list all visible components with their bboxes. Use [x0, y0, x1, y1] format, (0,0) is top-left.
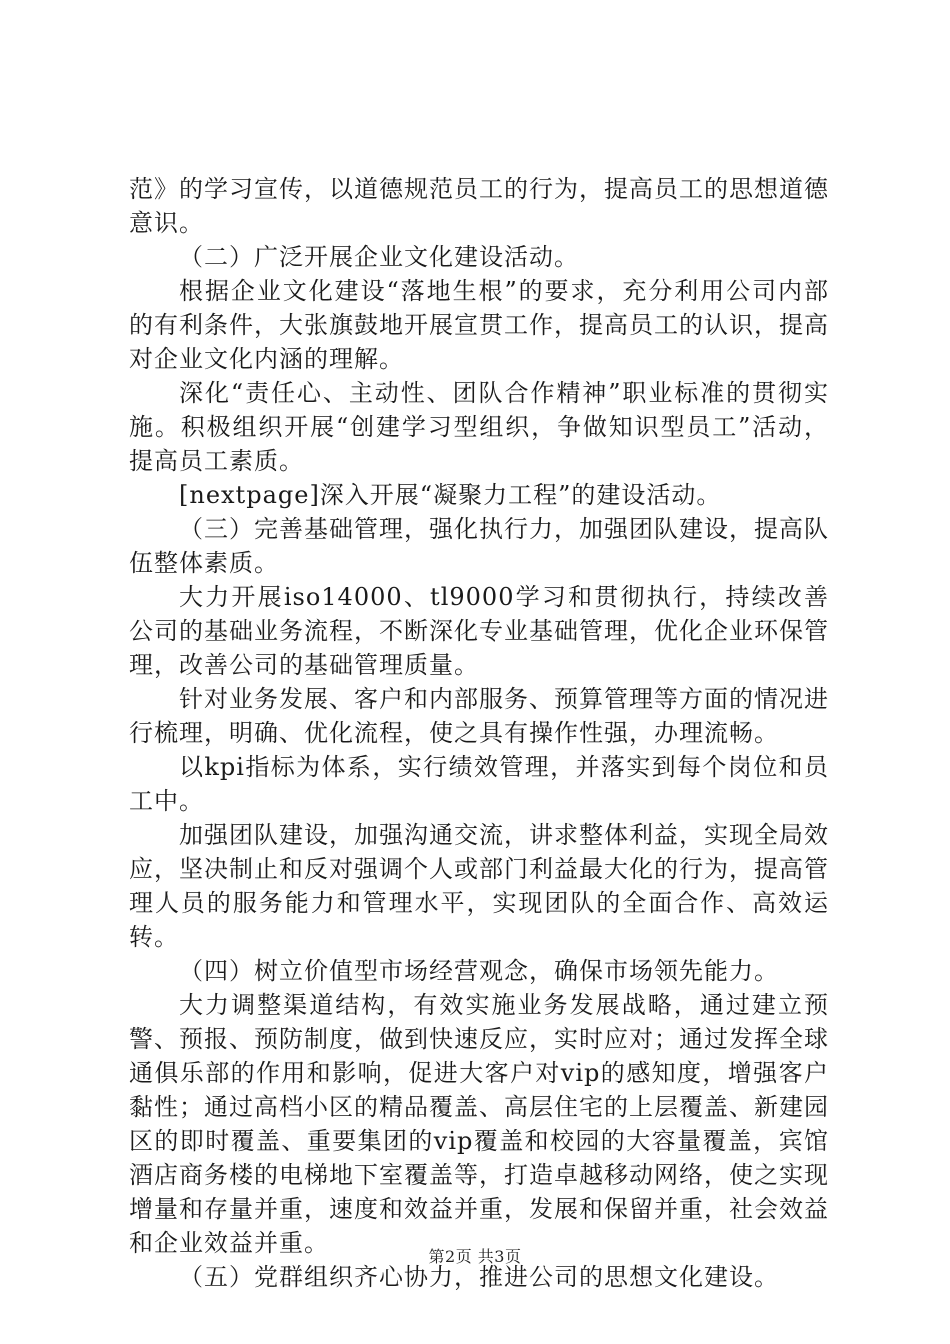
- paragraph: 深化“责任心、主动性、团队合作精神”职业标准的贯彻实施。积极组织开展“创建学习型组织，争做知识型员工”活动，提高员工素质。: [129, 379, 829, 475]
- paragraph: 针对业务发展、客户和内部服务、预算管理等方面的情况进行梳理，明确、优化流程，使之具有操作性强，办理流畅。: [129, 685, 829, 747]
- paragraph-continuation: 范》的学习宣传，以道德规范员工的行为，提高员工的思想道德意识。: [129, 175, 829, 237]
- section-heading-3: （三）完善基础管理，强化执行力，加强团队建设，提高队伍整体素质。: [129, 515, 829, 577]
- section-heading-2: （二）广泛开展企业文化建设活动。: [179, 243, 579, 271]
- paragraph: 根据企业文化建设“落地生根”的要求，充分利用公司内部的有利条件，大张旗鼓地开展宣贯工作，提高员工的认识，提高对企业文化内涵的理解。: [129, 277, 829, 373]
- paragraph: 以kpi指标为体系，实行绩效管理，并落实到每个岗位和员工中。: [129, 753, 829, 815]
- document-body: [129, 172, 829, 1294]
- paragraph: 大力开展iso14000、tl9000学习和贯彻执行，持续改善公司的基础业务流程，不断深化专业基础管理，优化企业环保管理，改善公司的基础管理质量。: [129, 583, 829, 679]
- page-number-footer: 第2页 共3页: [428, 1247, 522, 1266]
- section-heading-4: （四）树立价值型市场经营观念，确保市场领先能力。: [179, 957, 779, 985]
- paragraph: [nextpage]深入开展“凝聚力工程”的建设活动。: [179, 481, 722, 509]
- section-heading-5: （五）党群组织齐心协力，推进公司的思想文化建设。: [179, 1263, 779, 1291]
- paragraph: 加强团队建设，加强沟通交流，讲求整体利益，实现全局效应，坚决制止和反对强调个人或部门利益最大化的行为，提高管理人员的服务能力和管理水平，实现团队的全面合作、高效运转。: [129, 821, 829, 951]
- paragraph: 大力调整渠道结构，有效实施业务发展战略，通过建立预警、预报、预防制度，做到快速反应，实时应对；通过发挥全球通俱乐部的作用和影响，促进大客户对vip的感知度，增强客户黏性；通过高档小区的精品覆盖、高层住宅的上层覆盖、新建园区的即时覆盖、重要集团的vip覆盖和校园的大容量覆盖，宾馆酒店商务楼的电梯地下室覆盖等，打造卓越移动网络，使之实现增量和存量并重，速度和效益并重，发展和保留并重，社会效益和企业效益并重。: [129, 991, 829, 1257]
